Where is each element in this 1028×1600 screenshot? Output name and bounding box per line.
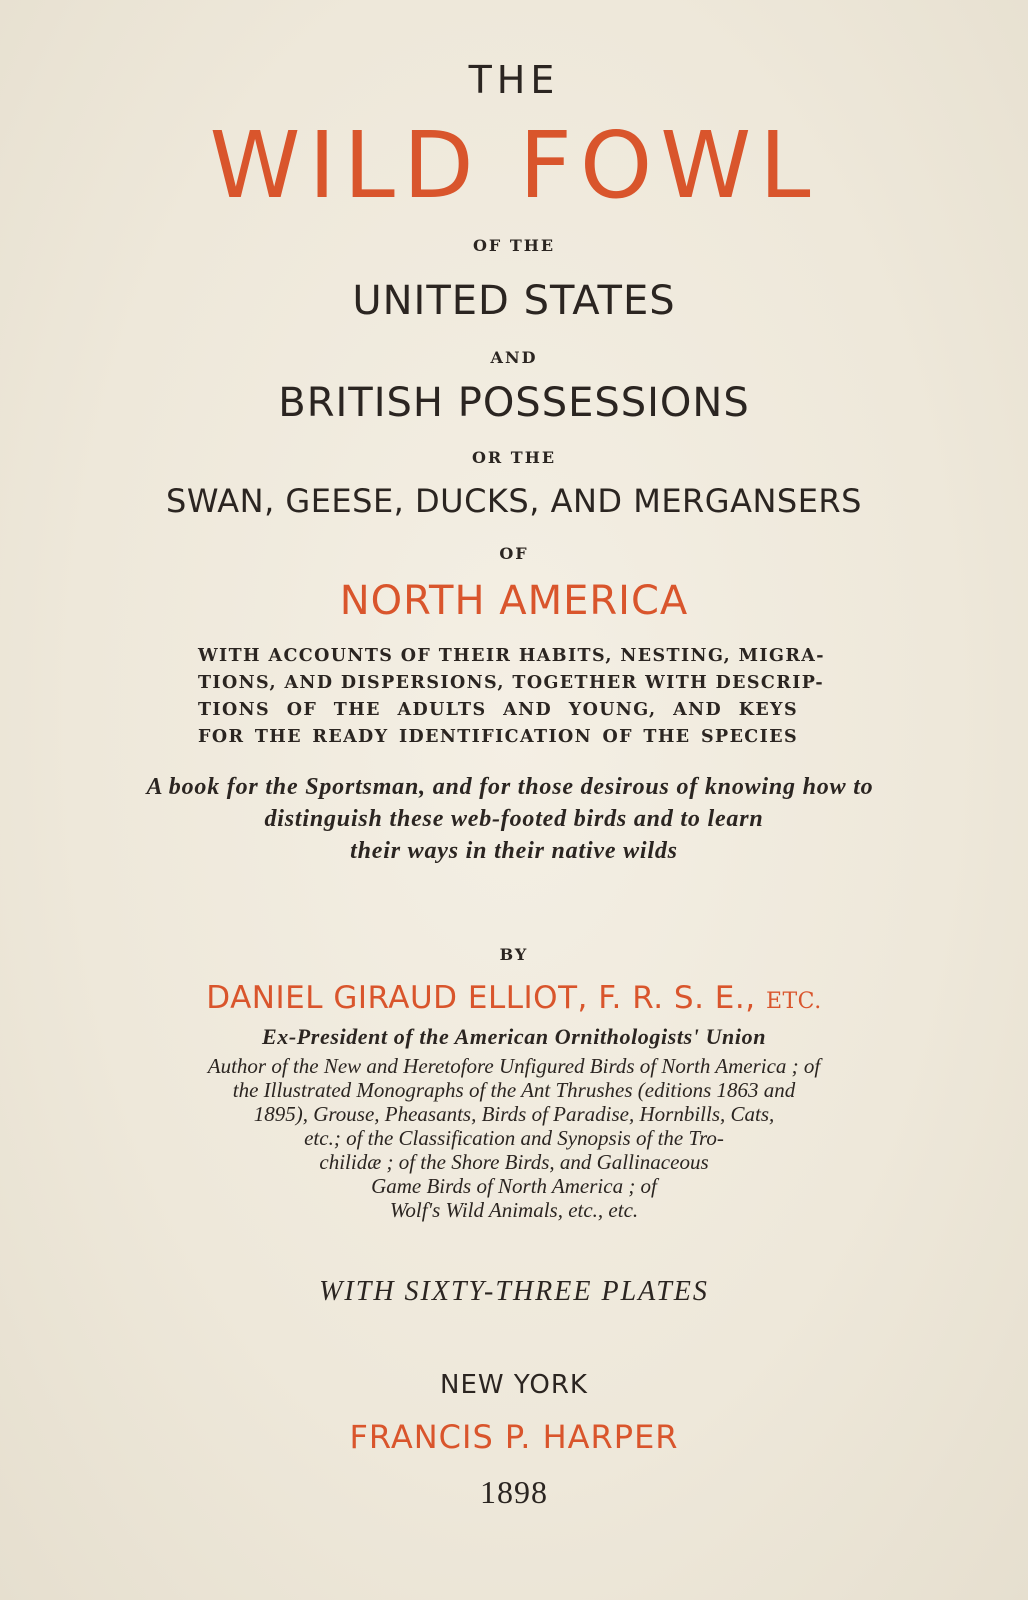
of-the-label: OF THE bbox=[472, 236, 556, 255]
author-credit-line-5: chilidæ ; of the Shore Birds, and Gallinaceous bbox=[319, 1150, 709, 1174]
british-possessions-line: BRITISH POSSESSIONS bbox=[278, 380, 750, 426]
tagline-line-3: their ways in their native wilds bbox=[350, 838, 678, 864]
author-credit-line-4: etc.; of the Classification and Synopsis of the Tro- bbox=[304, 1126, 724, 1150]
year-line: 1898 bbox=[480, 1474, 548, 1510]
subtitle-line: SWAN, GEESE, DUCKS, AND MERGANSERS bbox=[166, 482, 862, 520]
publisher-line: FRANCIS P. HARPER bbox=[349, 1418, 679, 1456]
and-label: AND bbox=[490, 348, 538, 367]
city-line: NEW YORK bbox=[440, 1370, 588, 1400]
description-line-4: FOR THE READY IDENTIFICATION OF THE SPECIES bbox=[198, 727, 798, 747]
author-credit-line-3: 1895), Grouse, Pheasants, Birds of Paradise, Hornbills, Cats, bbox=[253, 1102, 775, 1126]
author-credit-line-2: the Illustrated Monographs of the Ant Thrushes (editions 1863 and bbox=[232, 1078, 796, 1102]
by-label: BY bbox=[499, 945, 529, 964]
author-credit-line-7: Wolf's Wild Animals, etc., etc. bbox=[389, 1198, 639, 1222]
description-line-2: TIONS, AND DISPERSIONS, TOGETHER WITH DESCRIP- bbox=[198, 673, 825, 693]
author-name-text: DANIEL GIRAUD ELLIOT, F. R. S. E., bbox=[206, 980, 756, 1016]
author-credit-line-6: Game Birds of North America ; of bbox=[371, 1174, 657, 1198]
tagline-line-2: distinguish these web-footed birds and to learn bbox=[264, 806, 764, 832]
title-the: THE bbox=[468, 58, 560, 102]
or-the-label: OR THE bbox=[471, 448, 557, 467]
author-role: Ex-President of the American Ornithologists' Union bbox=[261, 1024, 767, 1049]
description-line-1: WITH ACCOUNTS OF THEIR HABITS, NESTING, MIGRA- bbox=[198, 646, 825, 666]
main-title: WILD FOWL bbox=[209, 112, 819, 219]
north-america-line: NORTH AMERICA bbox=[339, 578, 689, 624]
description-line-3: TIONS OF THE ADULTS AND YOUNG, AND KEYS bbox=[198, 700, 798, 720]
author-credit-line-1: Author of the New and Heretofore Unfigured Birds of North America ; of bbox=[207, 1054, 821, 1078]
tagline-line-1: A book for the Sportsman, and for those desirous of knowing how to bbox=[146, 774, 874, 800]
united-states-line: UNITED STATES bbox=[352, 278, 676, 324]
plates-line: WITH SIXTY-THREE PLATES bbox=[319, 1276, 709, 1307]
of-label: OF bbox=[499, 544, 529, 563]
author-name bbox=[0, 980, 1028, 1016]
author-etc: ETC. bbox=[765, 989, 822, 1014]
